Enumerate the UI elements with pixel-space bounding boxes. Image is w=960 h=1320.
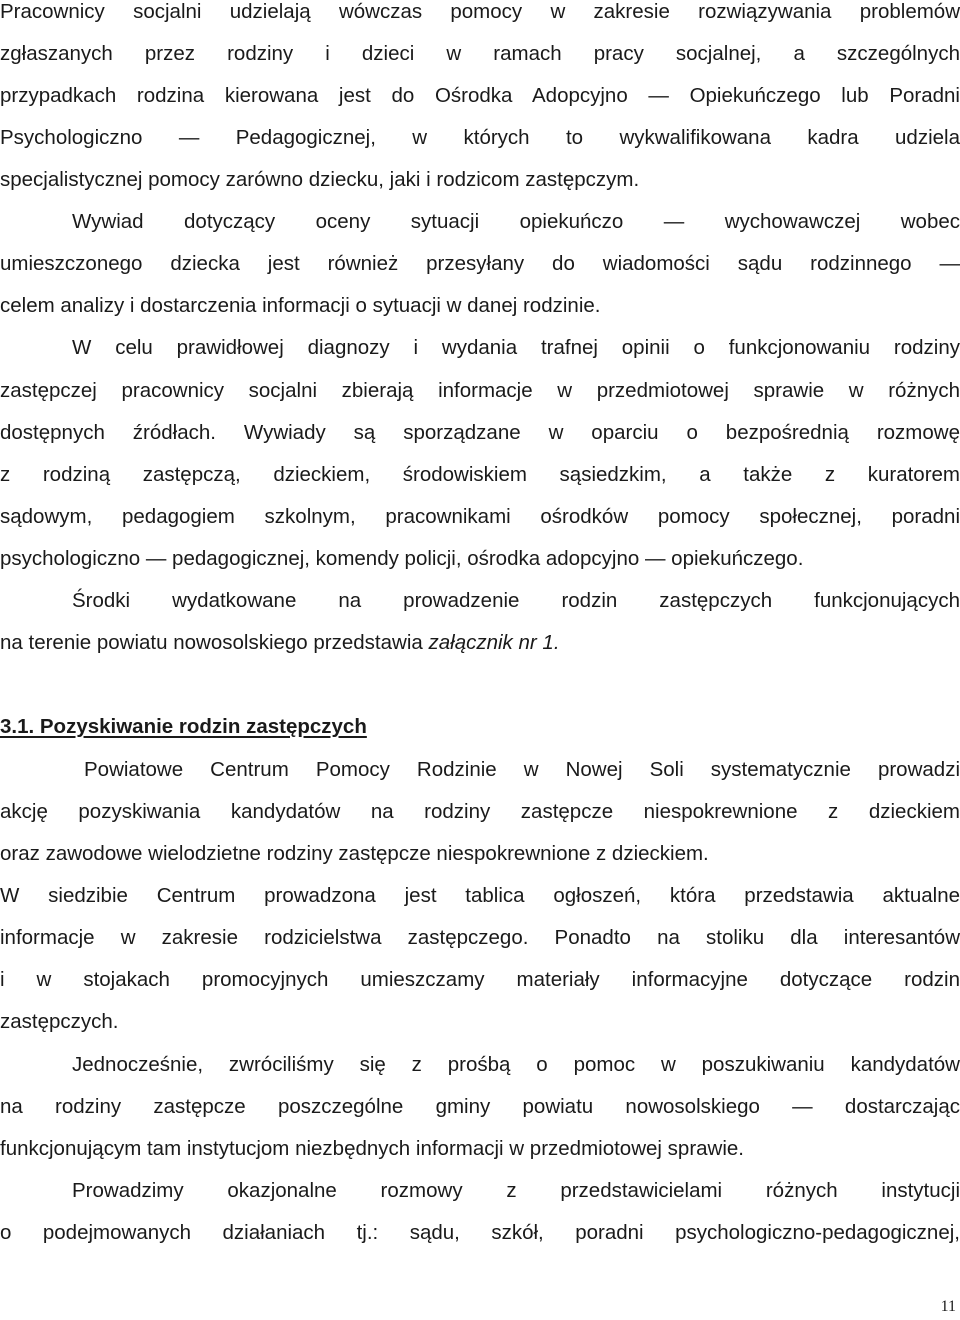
attachment-reference: załącznik nr 1. (428, 631, 560, 654)
section-heading: 3.1. Pozyskiwanie rodzin zastępczych (0, 715, 367, 738)
paragraph-5-line-2: akcję pozyskiwania kandydatów na rodziny zastępcze niespokrewnione z dzieckiem (0, 800, 960, 823)
paragraph-6-line-3: i w stojakach promocyjnych umieszczamy materiały informacyjne dotyczące rodzin (0, 968, 960, 991)
page-number: 11 (940, 1298, 956, 1315)
paragraph-3-line-1: W celu prawidłowej diagnozy i wydania trafnej opinii o funkcjonowaniu rodziny (72, 336, 960, 359)
paragraph-1-line-2: zgłaszanych przez rodziny i dzieci w ramach pracy socjalnej, a szczególnych (0, 42, 960, 65)
paragraph-7-line-2: na rodziny zastępcze poszczególne gminy powiatu nowosolskiego — dostarczając (0, 1095, 960, 1118)
paragraph-8-line-2: o podejmowanych działaniach tj.: sądu, szkół, poradni psychologiczno-pedagogicznej, (0, 1221, 960, 1244)
paragraph-6-line-2: informacje w zakresie rodzicielstwa zastępczego. Ponadto na stoliku dla interesantów (0, 926, 960, 949)
paragraph-4-line-2 (0, 622, 960, 664)
paragraph-2-line-3: celem analizy i dostarczenia informacji o sytuacji w danej rodzinie. (0, 294, 601, 317)
paragraph-1-line-4: Psychologiczno — Pedagogicznej, w których to wykwalifikowana kadra udziela (0, 126, 960, 149)
paragraph-6-line-4: zastępczych. (0, 1010, 119, 1033)
paragraph-3-line-4: z rodziną zastępczą, dzieckiem, środowiskiem sąsiedzkim, a także z kuratorem (0, 463, 960, 486)
paragraph-4-text: na terenie powiatu nowosolskiego przedstawia (0, 631, 429, 654)
paragraph-8-line-1: Prowadzimy okazjonalne rozmowy z przedstawicielami różnych instytucji (72, 1179, 960, 1202)
paragraph-7-line-3: funkcjonującym tam instytucjom niezbędnych informacji w przedmiotowej sprawie. (0, 1137, 744, 1160)
paragraph-6-line-1: W siedzibie Centrum prowadzona jest tablica ogłoszeń, która przedstawia aktualne (0, 884, 960, 907)
paragraph-1-line-1: Pracownicy socjalni udzielają wówczas pomocy w zakresie rozwiązywania problemów (0, 0, 960, 23)
paragraph-2-line-1: Wywiad dotyczący oceny sytuacji opiekuńczo — wychowawczej wobec (72, 210, 960, 233)
paragraph-1-line-3: przypadkach rodzina kierowana jest do Ośrodka Adopcyjno — Opiekuńczego lub Poradni (0, 84, 960, 107)
paragraph-3-line-6: psychologiczno — pedagogicznej, komendy policji, ośrodka adopcyjno — opiekuńczego. (0, 547, 804, 570)
paragraph-4-line-1: Środki wydatkowane na prowadzenie rodzin zastępczych funkcjonujących (72, 589, 960, 612)
paragraph-3-line-5: sądowym, pedagogiem szkolnym, pracownikami ośrodków pomocy społecznej, poradni (0, 505, 960, 528)
paragraph-2-line-2: umieszczonego dziecka jest również przesyłany do wiadomości sądu rodzinnego — (0, 252, 960, 275)
paragraph-3-line-3: dostępnych źródłach. Wywiady są sporządzane w oparciu o bezpośrednią rozmowę (0, 421, 960, 444)
paragraph-3-line-2: zastępczej pracownicy socjalni zbierają informacje w przedmiotowej sprawie w różnych (0, 379, 960, 402)
paragraph-7-line-1: Jednocześnie, zwróciliśmy się z prośbą o pomoc w poszukiwaniu kandydatów (72, 1053, 960, 1076)
paragraph-5-line-3: oraz zawodowe wielodzietne rodziny zastępcze niespokrewnione z dzieckiem. (0, 842, 709, 865)
paragraph-1-line-5: specjalistycznej pomocy zarówno dziecku, jaki i rodzicom zastępczym. (0, 168, 640, 191)
paragraph-5-line-1: Powiatowe Centrum Pomocy Rodzinie w Nowej Soli systematycznie prowadzi (84, 758, 960, 781)
